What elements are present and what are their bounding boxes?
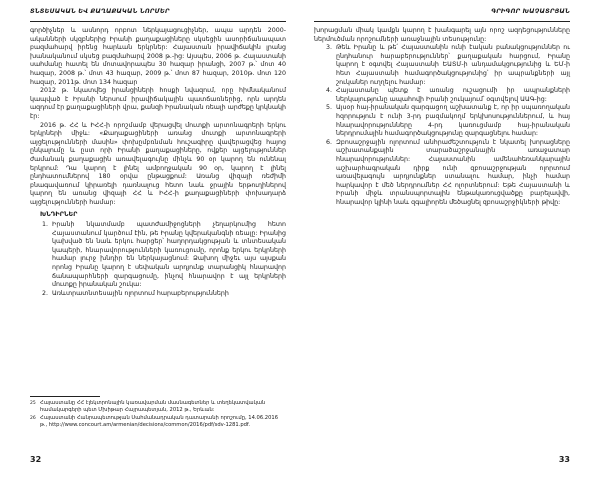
list-item: 3. Թեև Իրանը և թե՛ Հայաստանին ունի էական բանակցություններ ու ընդհանուր հարաբերություններ՝ քաղաքական հարցում, Իրանը կարող է օգտվել Հայաստանի ԵԱՏՄ-ի անդամակցությունից և ԵՄ-ի հետ Հայաստանի համագործակցությունից՝ իր ապրանքների այլ շուկաներ ուղղելու համար: — [334, 44, 570, 87]
footnote-number: 25 — [30, 401, 36, 406]
footnote — [30, 415, 286, 429]
footnote-number: 26 — [30, 416, 36, 421]
footnotes — [30, 396, 286, 430]
list-item: 4. Հայաստանը պետք է առանց ուշացումի իր ապրանքների ներկայությունը ապահովի Իրանի շուկայում՝ օգտվելով ԱԱԳ-ից: — [334, 87, 570, 104]
header-rule-right — [314, 21, 570, 22]
footnote-rule — [30, 396, 100, 397]
page-number-left: 32 — [30, 455, 42, 464]
paragraph: 2016 թ. ՀՀ և ԻՀՀ-ի որոշմամբ վերացվել մուտքի արտոնագրերի երկու երկրների միջև: «Քաղաքացիների առանց մուտքի արտոնագրերի այցելությունների մասին» փոխըմբռնման հուշագիրը վավերացվեց հայոց ընկալումը և ըստ որի Իրանի քաղաքացիները, ովքեր այցելություններ ժամանակ քաղաքացին առավելագույնը մինչև 90 օր կարող են ունենալ երկրում: Դա կարող է լինել ամբողջական 90 օր, կարող է լինել ընդհատումներով 180 օրվա ընթացքում: Առանց վիզայի ռեժիմի բնագավառում կիրառելի դառնալուց հետո նաև ջրային երթուղիներով կարող են առանց վիզայի ՀՀ և ԻՀՀ-ի քաղաքացիների փոխադարձ այցելությունների համար: — [30, 121, 286, 206]
list-item: 1. Իրանի նկատմամբ պատժամիջոցների չեղարկումից հետո Հայաստանում կարծում էին, թե Իրանը կվերականգնի ռեալը: Իրանից կախված են նաև երկու հարցեր՝ հաղորդակցության և տնտեսական կապերի, հնարավորությունների կառուցումը, որոնք երկու երկրների համար լուրջ խնդիր են ներկայացնում: Ձախող միջեւ այս այսքան որոնց Իրանը կարող է սեփական արդյունք տարանցիկ հնարավոր ճանապարհների զարգացումը, ինչով հնարավոր է այլ երկրների մուտքը իրանական շուկա: — [50, 221, 286, 290]
footnote — [30, 400, 286, 414]
right-page — [300, 0, 600, 490]
list-item: 5. Այսօր հայ-իրանական զարգացող աշխատանք է, որ իր սպառողական հզորություն է ունի 3-րդ բազմակողմ երկխոսություններում, և հայ հնարավորությունները 4-րդ կառուցմամբ հայ-իրանական ներդրումային համագործակցությունը զարգացնելու համար: — [334, 104, 570, 138]
section-title: ԽՆԴԻՐՆԵՐ — [40, 210, 78, 219]
header-rule-left — [30, 21, 286, 22]
page-number-right: 33 — [558, 455, 570, 464]
paragraph: 2012 թ. նկատվեց իրանցիների հոսքի նվազում, որը հիմնականում կապված է Իրանի ներսում իրավիճակային պատճառներից, որն արդեն ազդում էր քաղաքացիների վրա, քանզի Իրանական ռեալի արժեքը կրկնակի էր: — [30, 87, 286, 120]
footnote-text: Հայաստանի Հանրապետության Սահմանադրական դատարանի որոշումը, 14.06.2016 թ., http://www.concourt.am/armenian/decisions/common/2016/pdf/sdv-1281.pdf. — [40, 415, 279, 428]
paragraph: գործիչներ և ասնորդ որբոտ ներկայացուցիչներ, ապա արդեն 2000-ականների սկզբներից Իրանի քաղաքացիները սկսեցին ասորիճանապատ բազմահարվ իրենց հարևան երկրներ: Հայաստան իրավիճակին լրանց խանականում սկսեց բազմահարվ 2008 թ.-ից: Այսպես, 2006 թ. Հայաստանի սահմանը հատել են մոտավորապես 30 հազար իրանցի, 2007 թ.՝ մոտ 40 հազար, 2008 թ.՝ մոտ 43 հազար, 2009 թ.՝ մոտ 87 հազար, 2010թ. մոտ 120 հազար, 2011թ. մոտ 134 հազար — [30, 27, 286, 86]
problems-list-continued — [314, 44, 570, 207]
running-head-right: ԳՐԻԳՈՐ ԽԱՉԱՏՐՅԱՆ — [491, 8, 570, 15]
running-head-left: ՏՆՏԵՍԱԿԱՆ ԵՎ ՔԱՂԱՔԱԿԱՆ ՆՈՐՄԵՐ — [30, 8, 170, 15]
problems-list — [30, 221, 286, 298]
footnote-text: Հայաստանը ՀՀ էլեկտրոնային կառավարման մասնագետներ և տեղեկատվական համակարգերի պետ Մխիթար Հայրապետյան, 2012 թ., Երևան: — [40, 400, 266, 413]
paragraph: խորացման միակ կամքն կարող է խանգարել այն որոշ ազդեցությունները ներմուծման որոշումների առաջնային տեսությունը: — [314, 27, 570, 43]
list-item: 2. Առևտրատնտեսային ոլորտում հարաբերությունների — [50, 290, 286, 299]
left-page-body — [30, 27, 286, 298]
list-item: 6. Զբոսաշրջային ոլորտում անհրաժեշտություն է նկատել խորացները աշխատանքային տարածաշրջանային առաջատար հնարավորություններ: Հայաստանին ամենահեռանկարային աշխարհագրական դիրք ունի զբոսաշրջության ոլորտում առավելագույն արդյունքներ ստանալու համար, ինչի համար հարկավոր է մեծ ներդրումներ ՀՀ ոլորտներում: Եթե Հայաստանի և Իրանի միջև տրանսպորտային ենթակառուցվածքը բարելավվի, հնարավոր կլինի նաև զգալիորեն մեծացնել զբոսաշրջիկների թիվը: — [334, 139, 570, 208]
right-page-body — [314, 27, 570, 207]
